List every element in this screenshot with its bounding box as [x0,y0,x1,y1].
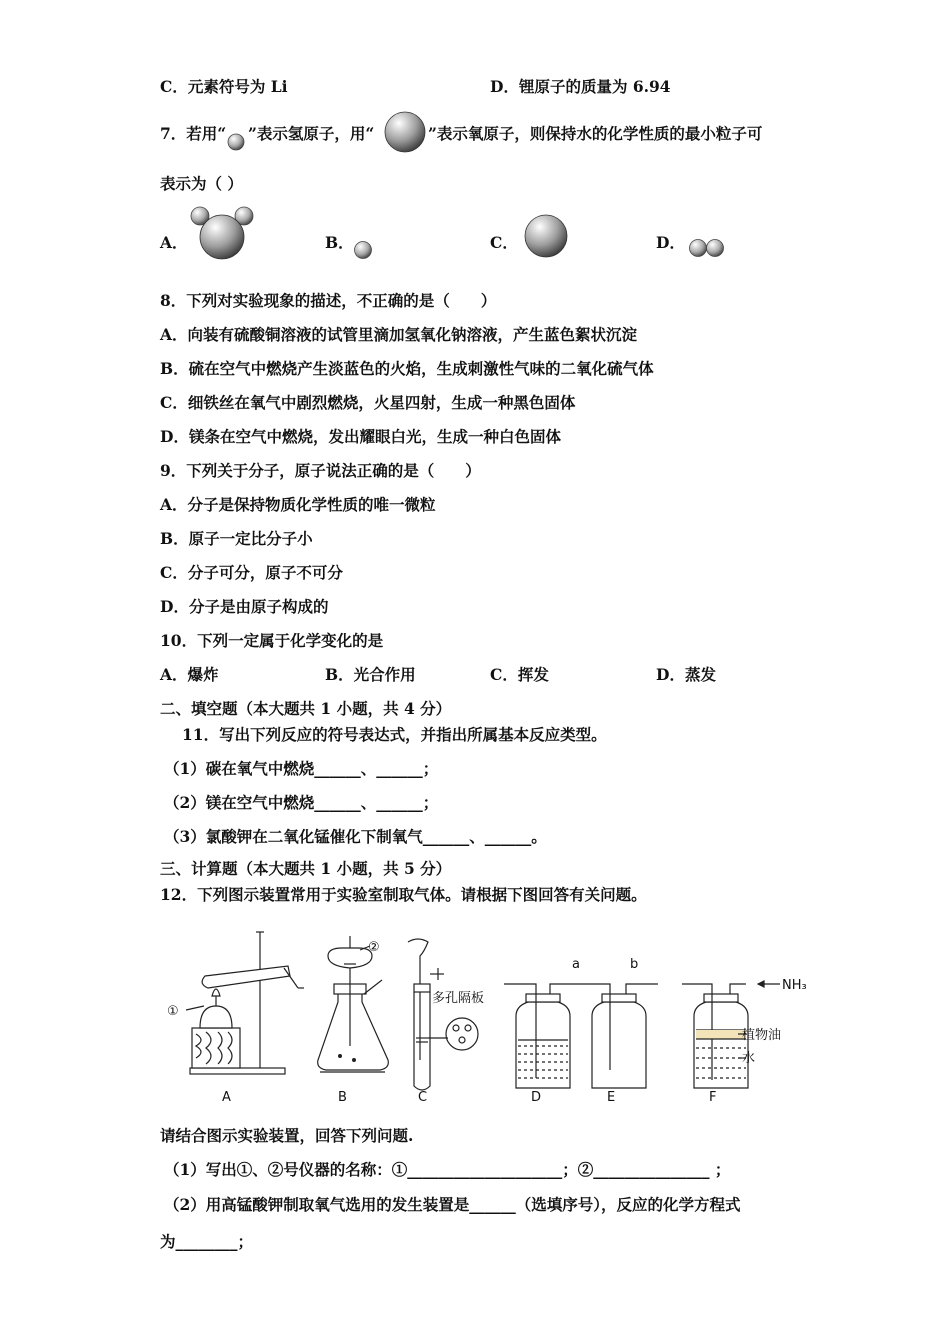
q10-option-b: B．光合作用 [325,665,416,684]
q12-sub2: （2）用高锰酸钾制取氧气选用的发生装置是______（选填序号），反应的化学方程式 [164,1195,741,1214]
figure-label-oil: 植物油 [742,1028,782,1043]
q10-stem: 10．下列一定属于化学变化的是 [160,631,384,650]
oxygen-atom-icon [382,110,428,154]
q11-item-1: （1）碳在氧气中燃烧______、______； [164,759,439,778]
q7-option-c: C． [490,233,518,252]
figure-label-port-b: b [630,957,639,972]
q8-option-b: B．硫在空气中燃烧产生淡蓝色的火焰，生成刺激性气味的二氧化硫气体 [160,359,654,378]
figure-label-e: E [607,1090,616,1105]
q8-option-a: A．向装有硫酸铜溶液的试管里滴加氢氧化钠溶液，产生蓝色絮状沉淀 [160,325,638,344]
water-molecule-icon [188,204,258,262]
q11-item-3: （3）氯酸钾在二氧化锰催化下制氧气______、______。 [164,827,547,846]
figure-label-a: A [222,1090,231,1105]
q7-option-d: D． [656,233,685,252]
q9-option-a: A．分子是保持物质化学性质的唯一微粒 [160,495,436,514]
single-oxygen-atom-icon [522,212,570,260]
hydrogen-atom-icon [226,130,246,152]
figure-label-porous: 多孔隔板 [432,991,485,1006]
q6-option-d: D．锂原子的质量为 6.94 [490,77,671,96]
figure-label-d: D [531,1090,542,1105]
q10-option-a: A．爆炸 [160,665,219,684]
apparatus-d [504,984,580,1088]
q9-option-d: D．分子是由原子构成的 [160,597,329,616]
q7-stem-part2: ”表示氢原子，用“ [248,124,375,143]
figure-label-port-a: a [572,957,580,972]
q12-sub2-continued: 为________； [160,1232,254,1251]
q7-stem-part3: ”表示氧原子，则保持水的化学性质的最小粒子可 [428,124,763,143]
q7-stem-part4: 表示为（ ） [160,174,243,193]
lab-apparatus-figure [160,910,820,1110]
q11-stem: 11．写出下列反应的符号表达式，并指出所属基本反应类型。 [182,725,607,744]
figure-label-circle1: ① [167,1004,179,1019]
section2-heading: 二、填空题（本大题共 1 小题，共 4 分） [160,699,452,718]
figure-label-nh3: NH₃ [782,978,807,993]
q6-option-c: C．元素符号为 Li [160,77,288,96]
q11-item-2: （2）镁在空气中燃烧______、______； [164,793,439,812]
figure-label-b: B [338,1090,347,1105]
q12-stem: 12．下列图示装置常用于实验室制取气体。请根据下图回答有关问题。 [160,885,647,904]
q8-option-c: C．细铁丝在氧气中剧烈燃烧，火星四射，生成一种黑色固体 [160,393,576,412]
apparatus-e [580,984,658,1088]
q10-option-c: C．挥发 [490,665,549,684]
figure-label-water: 水 [742,1051,756,1066]
q12-sub1: （1）写出①、②号仪器的名称：①____________________；②_______________ ； [164,1160,731,1179]
q7-option-a: A． [160,233,188,252]
q9-option-b: B．原子一定比分子小 [160,529,313,548]
q12-intro: 请结合图示实验装置，回答下列问题. [160,1126,414,1145]
figure-label-c: C [418,1090,428,1105]
q8-option-d: D．镁条在空气中燃烧，发出耀眼白光，生成一种白色固体 [160,427,561,446]
apparatus-c [408,939,478,1090]
section3-heading: 三、计算题（本大题共 1 小题，共 5 分） [160,859,452,878]
q9-option-c: C．分子可分，原子不可分 [160,563,343,582]
q9-stem: 9．下列关于分子，原子说法正确的是（ ） [160,461,481,480]
q8-stem: 8．下列对实验现象的描述，不正确的是（ ） [160,291,497,310]
figure-label-f: F [709,1090,717,1105]
figure-label-circle2: ② [368,940,380,955]
q10-option-d: D．蒸发 [656,665,716,684]
single-hydrogen-atom-icon [352,238,374,262]
q7-option-b: B． [325,233,354,252]
apparatus-a [186,932,304,1074]
hydrogen-molecule-icon [688,236,728,260]
q7-stem-part1: 7．若用“ [160,124,227,143]
